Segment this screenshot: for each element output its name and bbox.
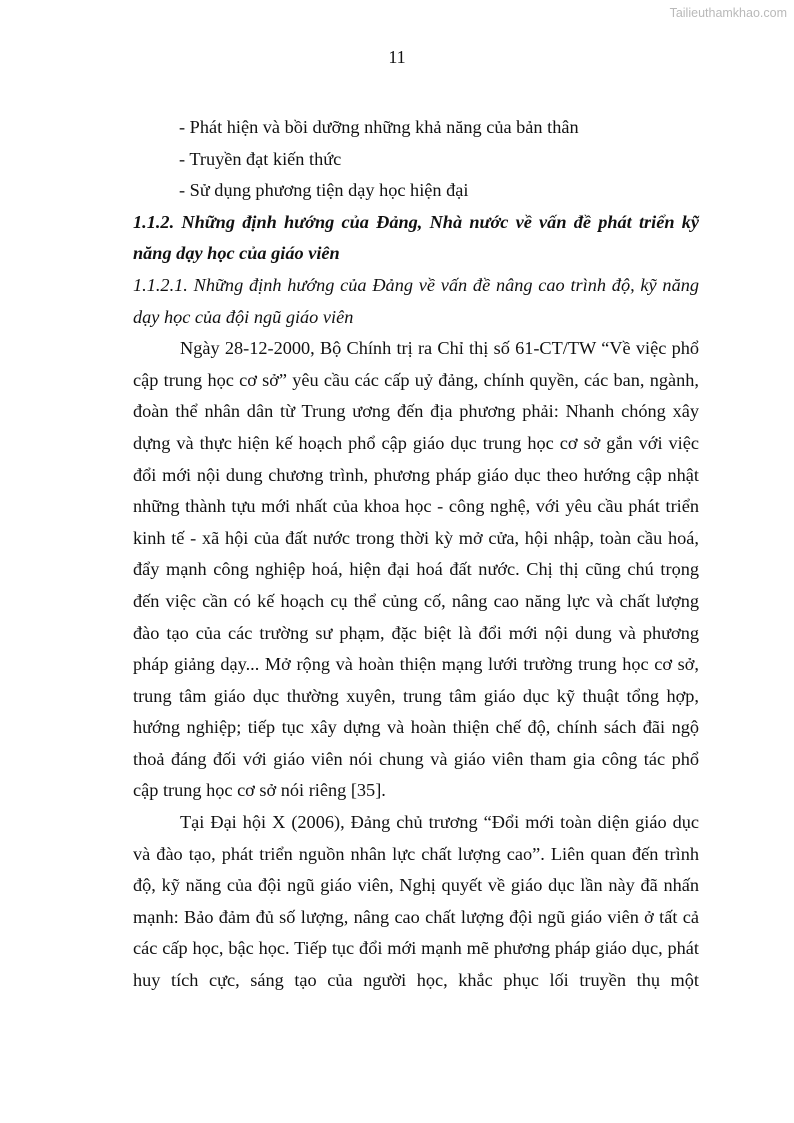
body-paragraph: Ngày 28-12-2000, Bộ Chính trị ra Chỉ thị số 61-CT/TW “Về việc phổ cập trung học cơ sở” yêu cầu các cấp uỷ đảng, chính quyền, các ban, ngành, đoàn thể nhân dân từ Trung ương đến địa phương phải: Nhanh chóng xây dựng và thực hiện kế hoạch phổ cập giáo dục trung học cơ sở gắn với việc đổi mới nội dung chương trình, phương pháp giáo dục theo hướng cập nhật những thành tựu mới nhất của khoa học - công nghệ, với yêu cầu phát triển kinh tế - xã hội của đất nước trong thời kỳ mở cửa, hội nhập, toàn cầu hoá, đẩy mạnh công nghiệp hoá, hiện đại hoá đất nước. Chị thị cũng chú trọng đến việc cần có kế hoạch cụ thể củng cố, nâng cao năng lực và chất lượng đào tạo của các trường sư phạm, đặc biệt là đổi mới nội dung và phương pháp giảng dạy... Mở rộng và hoàn thiện mạng lưới trường trung học cơ sở, trung tâm giáo dục thường xuyên, trung tâm giáo dục kỹ thuật tổng hợp, hướng nghiệp; tiếp tục xây dựng và hoàn thiện chế độ, chính sách đãi ngộ thoả đáng đối với giáo viên nói chung và giáo viên tham gia công tác phổ cập trung học cơ sở nói riêng [35]. [133,338,699,801]
page-content [133,112,699,997]
body-paragraph: Tại Đại hội X (2006), Đảng chủ trương “Đổi mới toàn diện giáo dục và đào tạo, phát triển nguồn nhân lực chất lượng cao”. Liên quan đến trình độ, kỹ năng của đội ngũ giáo viên, Nghị quyết về giáo dục lần này đã nhấn mạnh: Bảo đảm đủ số lượng, nâng cao chất lượng đội ngũ giáo viên ở tất cả các cấp học, bậc học. Tiếp tục đổi mới mạnh mẽ phương pháp giáo dục, phát huy tích cực, sáng tạo của người học, khắc phục lối truyền thụ một [133,812,699,991]
page-number: 11 [388,47,406,67]
section-heading-1-1-2-1: 1.1.2.1. Những định hướng của Đảng về vấn đề nâng cao trình độ, kỹ năng dạy học của đội ngũ giáo viên [133,274,699,327]
bullet-item: - Truyền đạt kiến thức [179,148,342,169]
section-heading-1-1-2: 1.1.2. Những định hướng của Đảng, Nhà nước về vấn đề phát triển kỹ năng dạy học của giáo viên [133,211,699,264]
bullet-item: - Sử dụng phương tiện dạy học hiện đại [179,180,469,201]
watermark: Tailieuthamkhao.com [669,6,787,20]
bullet-item: - Phát hiện và bồi dưỡng những khả năng của bản thân [179,117,579,137]
